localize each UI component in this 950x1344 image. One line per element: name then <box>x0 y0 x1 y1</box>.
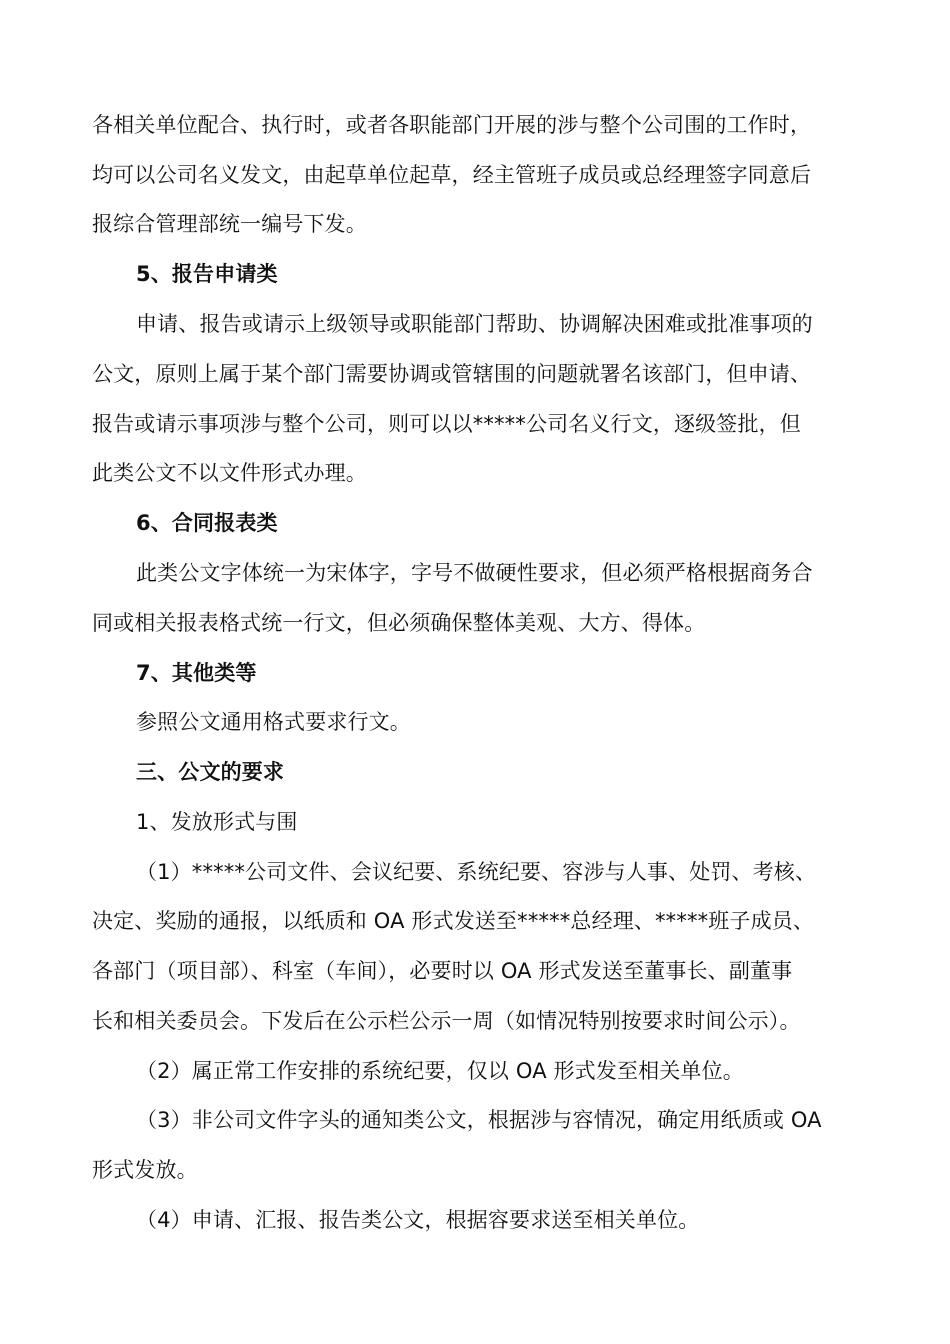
body-text-line: 报综合管理部统一编号下发。 <box>92 212 367 236</box>
body-text-line: （4）申请、汇报、报告类公文，根据容要求送至相关单位。 <box>136 1208 700 1232</box>
body-text-line: 均可以公司名义发文，由起草单位起草，经主管班子成员或总经理签字同意后 <box>92 163 812 187</box>
section-heading: 7、其他类等 <box>136 661 257 685</box>
body-text-line: 报告或请示事项涉与整个公司，则可以以*****公司名义行文，逐级签批，但 <box>92 412 801 436</box>
body-text-line: 申请、报告或请示上级领导或职能部门帮助、协调解决困难或批准事项的 <box>136 312 813 336</box>
body-text-line: 形式发放。 <box>92 1158 198 1182</box>
body-text-line: （3）非公司文件字头的通知类公文，根据涉与容情况，确定用纸质或 OA <box>136 1108 822 1132</box>
section-heading: 三、公文的要求 <box>136 760 285 784</box>
body-text-line: 长和相关委员会。下发后在公示栏公示一周（如情况特别按要求时间公示）。 <box>92 1009 801 1033</box>
body-text-line: （1）*****公司文件、会议纪要、系统纪要、容涉与人事、处罚、考核、 <box>136 860 817 884</box>
body-text-line: 公文，原则上属于某个部门需要协调或管辖围的问题就署名该部门，但申请、 <box>92 362 812 386</box>
section-heading: 6、合同报表类 <box>136 511 278 535</box>
body-text-line: 参照公文通用格式要求行文。 <box>136 710 411 734</box>
section-heading: 5、报告申请类 <box>136 262 278 286</box>
body-text-line: 此类公文字体统一为宋体字，字号不做硬性要求，但必须严格根据商务合 <box>136 561 813 585</box>
body-text-line: 决定、奖励的通报，以纸质和 OA 形式发送至*****总经理、*****班子成员、 <box>92 909 815 933</box>
body-text-line: 各部门（项目部）、科室（车间），必要时以 OA 形式发送至董事长、副董事 <box>92 959 793 983</box>
body-text-line: 各相关单位配合、执行时，或者各职能部门开展的涉与整个公司围的工作时， <box>92 113 812 137</box>
body-text-line: 同或相关报表格式统一行文，但必须确保整体美观、大方、得体。 <box>92 611 706 635</box>
subsection-heading: 1、发放形式与围 <box>136 810 298 834</box>
body-text-line: 此类公文不以文件形式办理。 <box>92 461 367 485</box>
body-text-line: （2）属正常工作安排的系统纪要，仅以 OA 形式发至相关单位。 <box>136 1059 744 1083</box>
